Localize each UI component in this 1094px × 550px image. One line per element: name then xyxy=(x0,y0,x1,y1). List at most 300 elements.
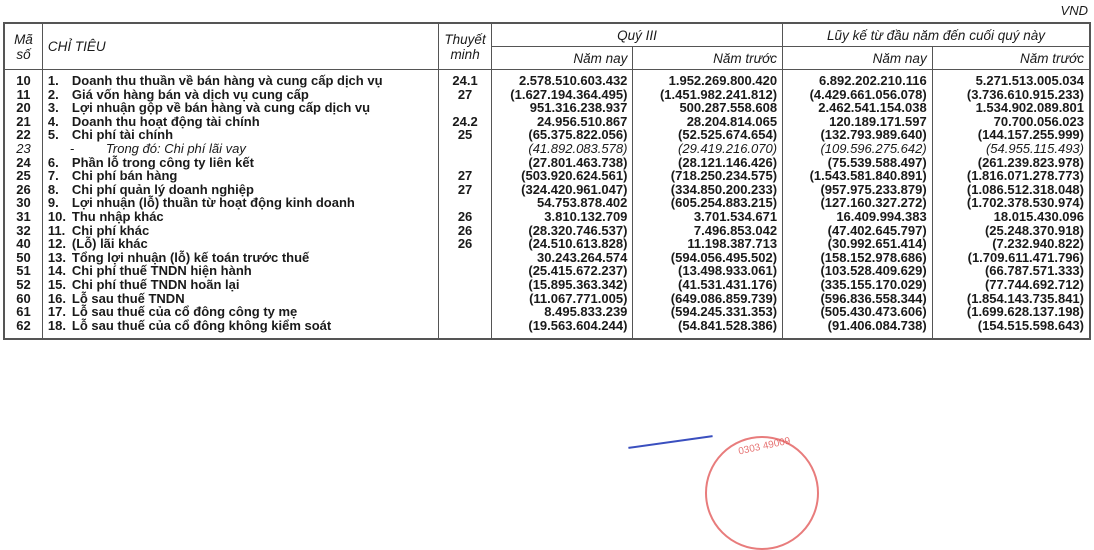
row-code xyxy=(4,292,42,306)
value: 2.462.541.154.038 xyxy=(818,100,927,116)
value: (54.841.528.386) xyxy=(678,317,778,333)
row-item-number: 14. xyxy=(47,263,66,279)
row-quarter-current xyxy=(491,115,633,129)
value: 30.243.264.574 xyxy=(537,249,628,265)
value: (957.975.233.879) xyxy=(820,181,927,197)
row-note xyxy=(439,264,492,278)
row-code xyxy=(4,128,42,142)
row-item-number: 12. xyxy=(47,236,66,252)
value: 54.753.878.402 xyxy=(537,195,628,211)
row-code xyxy=(4,251,42,265)
header-ytd: Lũy kế từ đầu năm đến cuối quý này xyxy=(783,23,1090,47)
row-ytd-previous xyxy=(932,183,1090,197)
value: 70.700.056.023 xyxy=(993,113,1084,129)
value: (127.160.327.272) xyxy=(820,195,927,211)
table-row xyxy=(4,142,1090,156)
value: (1.702.378.530.974) xyxy=(966,195,1084,211)
row-label xyxy=(42,278,438,292)
row-label xyxy=(42,156,438,170)
row-label xyxy=(42,115,438,129)
row-ytd-current xyxy=(783,210,933,224)
value: (109.596.275.642) xyxy=(820,140,927,156)
row-item-number: 3. xyxy=(47,100,59,116)
row-label xyxy=(42,224,438,238)
value: 1.952.269.800.420 xyxy=(668,73,778,88)
row-item-number: 16. xyxy=(47,290,66,306)
row-ytd-previous xyxy=(932,196,1090,210)
row-quarter-previous xyxy=(633,128,783,142)
row-label xyxy=(42,251,438,265)
value: 3.701.534.671 xyxy=(693,208,778,224)
value: (24.510.613.828) xyxy=(528,236,628,252)
value: 6.892.202.210.116 xyxy=(818,73,927,88)
row-quarter-current xyxy=(491,101,633,115)
row-code xyxy=(4,156,42,170)
row-label xyxy=(42,292,438,306)
row-note xyxy=(439,237,492,251)
row-note xyxy=(439,305,492,319)
row-note xyxy=(439,278,492,292)
row-ytd-previous xyxy=(932,210,1090,224)
value: 24.956.510.867 xyxy=(537,113,628,129)
row-quarter-current xyxy=(491,237,633,251)
row-label-text: Doanh thu thuần về bán hàng và cung cấp dịch vụ xyxy=(71,73,383,88)
row-ytd-current xyxy=(783,251,933,265)
row-label-text: Thu nhập khác xyxy=(71,208,164,224)
value: (158.152.978.686) xyxy=(820,249,927,265)
row-item-number: 8. xyxy=(47,181,59,197)
header-code xyxy=(4,23,42,70)
row-ytd-current xyxy=(783,88,933,102)
row-code-text: 50 xyxy=(16,249,31,265)
row-ytd-previous xyxy=(932,319,1090,340)
row-note xyxy=(439,101,492,115)
row-label xyxy=(42,128,438,142)
row-quarter-previous xyxy=(633,156,783,170)
row-ytd-previous xyxy=(932,156,1090,170)
row-code-text: 26 xyxy=(16,181,31,197)
row-note xyxy=(439,142,492,156)
row-code-text: 61 xyxy=(16,304,31,320)
row-quarter-previous xyxy=(633,88,783,102)
row-quarter-current xyxy=(491,70,633,88)
row-note xyxy=(439,224,492,238)
row-note-text: 25 xyxy=(457,127,473,143)
value: 28.204.814.065 xyxy=(686,113,778,129)
value: (15.895.363.342) xyxy=(528,276,628,292)
value: (65.375.822.056) xyxy=(528,127,628,143)
table-row xyxy=(4,278,1090,292)
row-code-text: 23 xyxy=(16,140,31,156)
header-ytd-current: Năm nay xyxy=(783,47,933,70)
row-code xyxy=(4,278,42,292)
row-quarter-current xyxy=(491,142,633,156)
row-quarter-previous xyxy=(633,278,783,292)
table-row xyxy=(4,70,1090,88)
row-label xyxy=(42,237,438,251)
value: (594.056.495.502) xyxy=(670,249,778,265)
row-ytd-current xyxy=(783,101,933,115)
row-quarter-current xyxy=(491,128,633,142)
row-ytd-current xyxy=(783,237,933,251)
header-row-1 xyxy=(4,23,1090,47)
row-quarter-previous xyxy=(633,183,783,197)
income-statement-table xyxy=(3,22,1091,340)
row-code-text: 31 xyxy=(16,208,31,224)
row-note-text: 27 xyxy=(457,181,473,197)
row-label-text: Lỗ sau thuế của cổ đông công ty mẹ xyxy=(71,304,298,320)
row-label-wrap xyxy=(48,74,433,88)
header-note: Thuyết minh xyxy=(439,23,492,70)
row-label-text: (Lỗ) lãi khác xyxy=(71,236,148,252)
row-label-text: Tổng lợi nhuận (lỗ) kế toán trước thuế xyxy=(71,249,310,265)
row-ytd-previous xyxy=(932,292,1090,306)
value: (54.955.115.493) xyxy=(985,140,1084,156)
value: (77.744.692.712) xyxy=(984,276,1084,292)
row-note xyxy=(439,128,492,142)
table-row xyxy=(4,264,1090,278)
value: (335.155.170.029) xyxy=(820,276,927,292)
row-item-number: 1. xyxy=(47,73,59,88)
row-label xyxy=(42,88,438,102)
row-ytd-current xyxy=(783,128,933,142)
value: 500.287.558.608 xyxy=(679,100,778,116)
value: (25.415.672.237) xyxy=(528,263,628,279)
row-item-number: 18. xyxy=(47,317,66,333)
row-code-text: 20 xyxy=(16,100,31,116)
row-ytd-previous xyxy=(932,142,1090,156)
row-label xyxy=(42,305,438,319)
row-label-text: Phần lỗ trong công ty liên kết xyxy=(71,154,254,170)
row-label-text: Chi phí khác xyxy=(71,222,150,238)
value: 7.496.853.042 xyxy=(693,222,778,238)
row-code xyxy=(4,142,42,156)
value: (41.892.083.578) xyxy=(528,140,628,156)
value: 18.015.430.096 xyxy=(993,208,1084,224)
row-label-text: Chi phí thuế TNDN hiện hành xyxy=(71,263,252,279)
row-quarter-previous xyxy=(633,115,783,129)
row-item-number: 2. xyxy=(47,86,59,102)
row-note xyxy=(439,292,492,306)
row-quarter-previous xyxy=(633,101,783,115)
row-note-text: 26 xyxy=(457,236,473,252)
value: (41.531.431.176) xyxy=(678,276,778,292)
table-row xyxy=(4,305,1090,319)
header-code-text: Mã số xyxy=(14,31,33,62)
row-label-wrap xyxy=(48,210,433,224)
row-quarter-previous xyxy=(633,224,783,238)
value: (13.498.933.061) xyxy=(678,263,778,279)
table-row xyxy=(4,88,1090,102)
value: (1.451.982.241.812) xyxy=(659,86,778,102)
row-ytd-current xyxy=(783,70,933,88)
row-quarter-current xyxy=(491,264,633,278)
row-label-wrap xyxy=(48,237,433,251)
row-label-text: Lợi nhuận (lỗ) thuần từ hoạt động kinh doanh xyxy=(71,195,355,211)
row-label-text: Chi phí quản lý doanh nghiệp xyxy=(71,181,254,197)
row-note xyxy=(439,210,492,224)
row-code xyxy=(4,169,42,183)
value: (596.836.558.344) xyxy=(820,290,927,306)
row-label-wrap xyxy=(48,196,433,210)
value: (1.709.611.471.796) xyxy=(967,249,1084,265)
value: 120.189.171.597 xyxy=(829,113,927,129)
row-note xyxy=(439,70,492,88)
row-code xyxy=(4,115,42,129)
row-ytd-previous xyxy=(932,169,1090,183)
row-code-text: 30 xyxy=(16,195,31,211)
row-label-wrap xyxy=(48,278,433,292)
row-label-text: Giá vốn hàng bán và dịch vụ cung cấp xyxy=(71,86,309,102)
value: (261.239.823.978) xyxy=(977,154,1084,170)
row-note-text: 27 xyxy=(457,168,473,184)
row-label-wrap xyxy=(48,88,433,102)
row-label xyxy=(42,70,438,88)
value: (605.254.883.215) xyxy=(670,195,778,211)
row-item-number: 4. xyxy=(47,113,59,129)
row-ytd-current xyxy=(783,278,933,292)
row-note-text: 26 xyxy=(457,222,473,238)
signature-stroke xyxy=(628,435,712,449)
row-ytd-current xyxy=(783,183,933,197)
table-row xyxy=(4,224,1090,238)
row-item-number: 13. xyxy=(47,249,66,265)
row-quarter-current xyxy=(491,196,633,210)
value: (1.699.628.137.198) xyxy=(966,304,1084,320)
row-note xyxy=(439,156,492,170)
row-label-text: Lỗ sau thuế TNDN xyxy=(71,290,185,306)
row-ytd-current xyxy=(783,196,933,210)
table-row xyxy=(4,251,1090,265)
row-label-wrap xyxy=(48,264,433,278)
row-ytd-current xyxy=(783,156,933,170)
row-label-wrap xyxy=(48,115,433,129)
row-label xyxy=(42,196,438,210)
row-label-text: Chi phí tài chính xyxy=(71,127,174,143)
value: (334.850.200.233) xyxy=(670,181,778,197)
row-quarter-previous xyxy=(633,237,783,251)
row-quarter-previous xyxy=(633,319,783,340)
row-code xyxy=(4,196,42,210)
value: (4.429.661.056.078) xyxy=(809,86,927,102)
value: (91.406.084.738) xyxy=(827,317,927,333)
row-label xyxy=(42,183,438,197)
row-ytd-current xyxy=(783,305,933,319)
row-ytd-previous xyxy=(932,70,1090,88)
value: 8.495.833.239 xyxy=(544,304,628,320)
value: (1.816.071.278.773) xyxy=(966,168,1084,184)
header-item: CHỈ TIÊU xyxy=(42,23,438,70)
row-label-wrap xyxy=(48,305,433,319)
row-code-text: 51 xyxy=(16,263,31,279)
table-row xyxy=(4,183,1090,197)
row-quarter-current xyxy=(491,224,633,238)
row-ytd-previous xyxy=(932,251,1090,265)
row-label-text: Chi phí bán hàng xyxy=(71,168,178,184)
value: (47.402.645.797) xyxy=(827,222,927,238)
row-item-number: 17. xyxy=(47,304,66,320)
row-note xyxy=(439,88,492,102)
row-quarter-current xyxy=(491,169,633,183)
row-ytd-previous xyxy=(932,224,1090,238)
table-row xyxy=(4,115,1090,129)
table-row xyxy=(4,169,1090,183)
row-ytd-previous xyxy=(932,115,1090,129)
row-ytd-current xyxy=(783,115,933,129)
value: (1.627.194.364.495) xyxy=(510,86,628,102)
row-note xyxy=(439,251,492,265)
row-code xyxy=(4,264,42,278)
row-code-text: 21 xyxy=(16,113,31,129)
row-quarter-current xyxy=(491,292,633,306)
value: (25.248.370.918) xyxy=(984,222,1084,238)
header-quarter-previous: Năm trước xyxy=(633,47,783,70)
row-code xyxy=(4,224,42,238)
row-label-text: Trong đó: Chi phí lãi vay xyxy=(105,140,246,156)
row-item-number: 10. xyxy=(47,208,66,224)
row-note xyxy=(439,183,492,197)
row-label-text: Lợi nhuận gộp về bán hàng và cung cấp dịch vụ xyxy=(71,100,371,116)
row-ytd-current xyxy=(783,169,933,183)
row-ytd-previous xyxy=(932,88,1090,102)
row-quarter-previous xyxy=(633,196,783,210)
row-note xyxy=(439,196,492,210)
row-ytd-current xyxy=(783,319,933,340)
row-quarter-current xyxy=(491,278,633,292)
row-item-number: 11. xyxy=(47,222,66,238)
row-code-text: 10 xyxy=(16,73,31,88)
value: (103.528.409.629) xyxy=(820,263,927,279)
value: 3.810.132.709 xyxy=(544,208,628,224)
row-code xyxy=(4,305,42,319)
row-quarter-previous xyxy=(633,264,783,278)
row-label xyxy=(42,319,438,340)
row-label xyxy=(42,169,438,183)
row-code-text: 11 xyxy=(16,86,31,102)
value: (30.992.651.414) xyxy=(827,236,927,252)
row-item-number: - xyxy=(69,140,75,156)
table-body xyxy=(4,70,1090,340)
row-code xyxy=(4,210,42,224)
row-quarter-current xyxy=(491,156,633,170)
row-code-text: 22 xyxy=(16,127,31,143)
row-code-text: 62 xyxy=(16,317,31,333)
value: (27.801.463.738) xyxy=(528,154,628,170)
table-row xyxy=(4,101,1090,115)
value: (144.157.255.999) xyxy=(977,127,1084,143)
row-code xyxy=(4,237,42,251)
row-quarter-previous xyxy=(633,169,783,183)
row-quarter-previous xyxy=(633,142,783,156)
value: 16.409.994.383 xyxy=(836,208,927,224)
row-item-number: 9. xyxy=(47,195,59,211)
row-quarter-previous xyxy=(633,251,783,265)
row-note-text: 26 xyxy=(457,208,473,224)
row-label-wrap xyxy=(48,169,433,183)
row-label xyxy=(42,101,438,115)
row-label-wrap xyxy=(48,128,433,142)
row-item-number: 6. xyxy=(47,154,59,170)
row-quarter-previous xyxy=(633,292,783,306)
row-label-wrap xyxy=(48,183,433,197)
row-code xyxy=(4,101,42,115)
value: (3.736.610.915.233) xyxy=(966,86,1084,102)
row-code xyxy=(4,70,42,88)
row-code-text: 52 xyxy=(16,276,31,292)
row-code-text: 24 xyxy=(16,154,31,170)
currency-unit: VND xyxy=(1060,3,1088,18)
row-ytd-previous xyxy=(932,128,1090,142)
table-row xyxy=(4,237,1090,251)
row-code-text: 60 xyxy=(16,290,31,306)
value: 5.271.513.005.034 xyxy=(975,73,1084,88)
value: 951.316.238.937 xyxy=(529,100,628,116)
value: (505.430.473.606) xyxy=(820,304,927,320)
row-label-wrap xyxy=(48,142,433,156)
value: 1.534.902.089.801 xyxy=(975,100,1084,116)
table-row xyxy=(4,292,1090,306)
value: (718.250.234.575) xyxy=(670,168,778,184)
row-ytd-current xyxy=(783,142,933,156)
row-note xyxy=(439,319,492,340)
row-label-wrap xyxy=(48,224,433,238)
row-code-text: 32 xyxy=(16,222,31,238)
value: (52.525.674.654) xyxy=(678,127,778,143)
row-label-text: Chi phí thuế TNDN hoãn lại xyxy=(71,276,240,292)
row-label-wrap xyxy=(48,292,433,306)
value: (324.420.961.047) xyxy=(521,181,628,197)
value: (649.086.859.739) xyxy=(670,290,778,306)
table-row xyxy=(4,210,1090,224)
row-ytd-previous xyxy=(932,305,1090,319)
row-ytd-current xyxy=(783,224,933,238)
row-ytd-previous xyxy=(932,278,1090,292)
value: (154.515.598.643) xyxy=(977,317,1084,333)
row-quarter-current xyxy=(491,319,633,340)
value: (19.563.604.244) xyxy=(528,317,628,333)
row-item-number: 15. xyxy=(47,276,66,292)
row-ytd-previous xyxy=(932,264,1090,278)
row-ytd-previous xyxy=(932,237,1090,251)
table-row xyxy=(4,196,1090,210)
row-code-text: 25 xyxy=(16,168,31,184)
row-quarter-current xyxy=(491,305,633,319)
row-label-wrap xyxy=(48,156,433,170)
row-label-wrap xyxy=(48,101,433,115)
company-stamp xyxy=(705,436,819,550)
table-row xyxy=(4,128,1090,142)
row-item-number: 5. xyxy=(47,127,59,143)
row-code-text: 40 xyxy=(16,236,31,252)
value: (29.419.216.070) xyxy=(678,140,778,156)
row-label xyxy=(42,210,438,224)
row-note-text: 24.2 xyxy=(452,113,478,129)
value: (1.854.143.735.841) xyxy=(966,290,1084,306)
row-label-wrap xyxy=(48,251,433,265)
row-quarter-previous xyxy=(633,70,783,88)
table-row xyxy=(4,319,1090,340)
row-label xyxy=(42,264,438,278)
value: (594.245.331.353) xyxy=(670,304,778,320)
row-quarter-current xyxy=(491,183,633,197)
row-quarter-current xyxy=(491,251,633,265)
row-label xyxy=(42,142,438,156)
header-quarter-current: Năm nay xyxy=(491,47,633,70)
stamp-text: 0303 49009 xyxy=(737,435,792,458)
row-note-text: 24.1 xyxy=(452,73,478,88)
row-ytd-current xyxy=(783,292,933,306)
row-note xyxy=(439,169,492,183)
